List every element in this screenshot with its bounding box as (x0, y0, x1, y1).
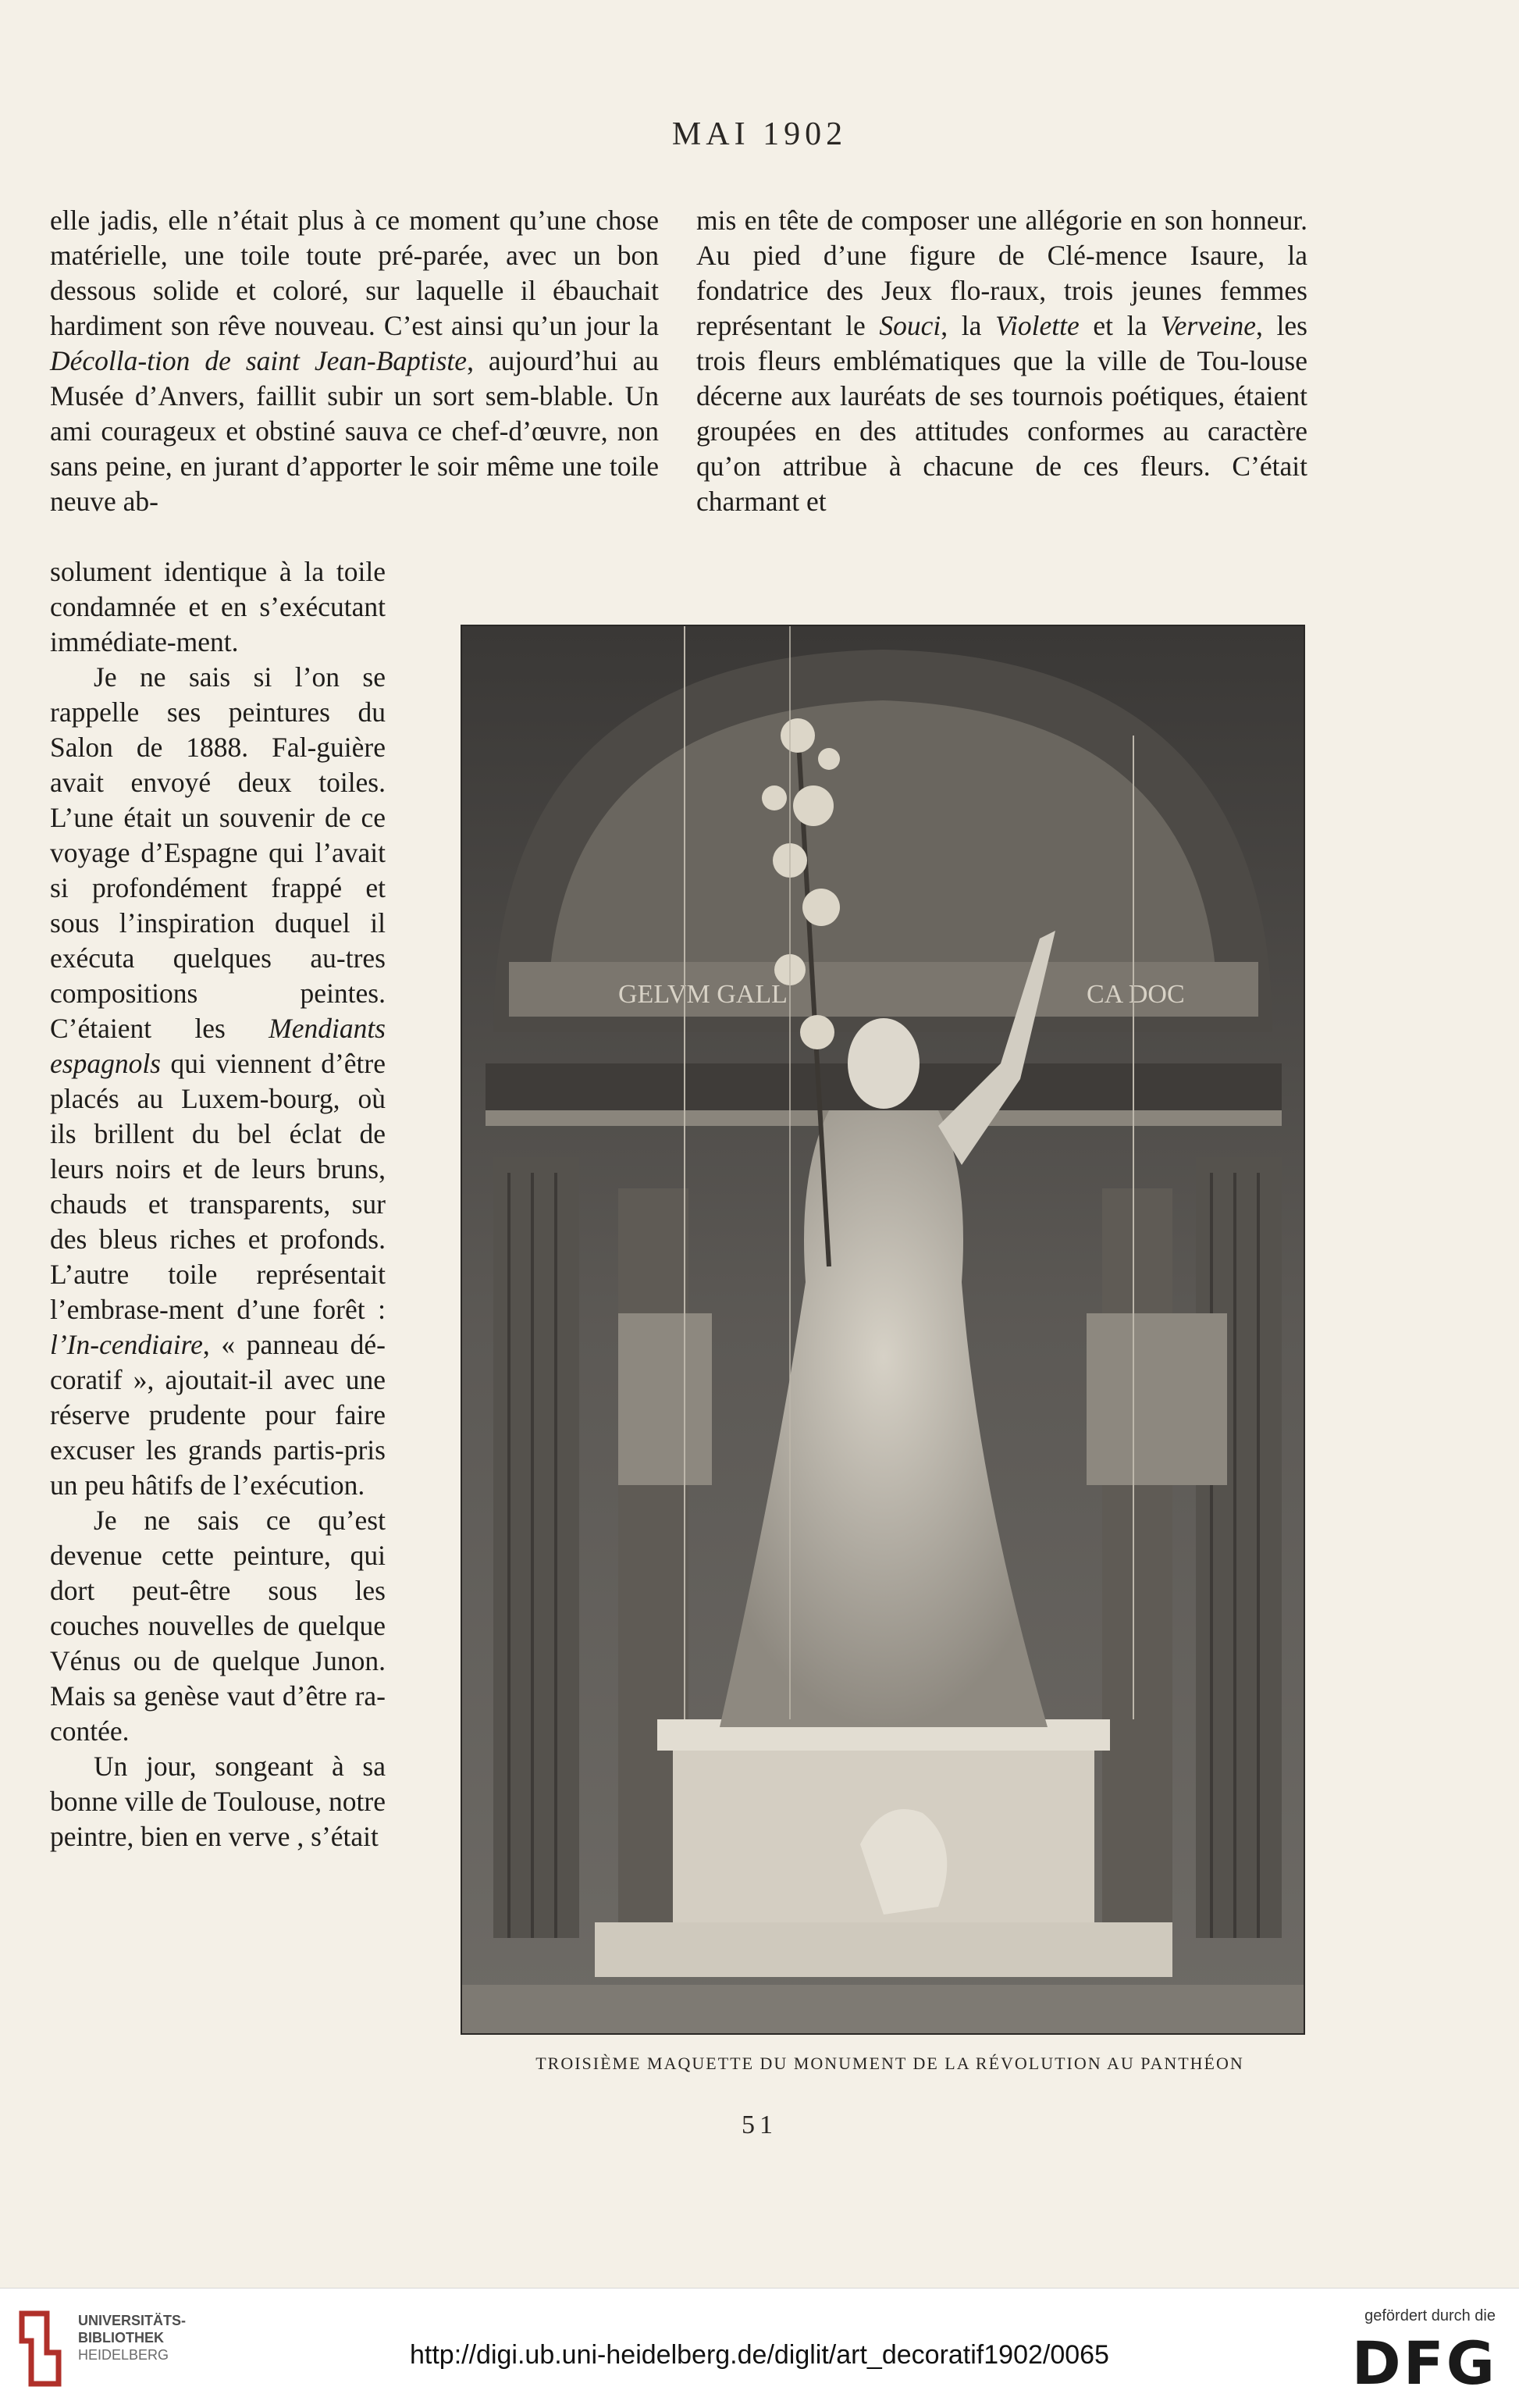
body-text: Je ne sais si l’on se rappelle ses peintures du Salon de 1888. Fal-guière avait envoyé deux toiles. L’une était un souvenir de ce voyage d’Espagne qui l’avait si profondément frappé et sous l’inspiration duquel il exécuta quelques au-tres compositions peintes. C’étaient les (50, 661, 386, 1044)
body-text: , « panneau dé-coratif », ajoutait-il avec une réserve prudente pour faire excuser les grands partis-pris un peu hâtifs de l’exécution. (50, 1329, 386, 1501)
italic-title: l’In-cendiaire (50, 1329, 203, 1360)
body-text: et la (1079, 310, 1161, 341)
paragraph: solument identique à la toile condamnée et en s’exécutant immédiate-ment. (50, 556, 386, 657)
funding-note: gefördert durch die (1364, 2307, 1496, 2324)
inscription-right: CA DOC (1087, 980, 1185, 1009)
body-text: mis en tête de composer une allégorie en son honneur. Au pied d’une figure de Clé-mence Isaure, la fondatrice des Jeux flo-raux, trois jeunes femmes représentant le (696, 205, 1307, 341)
paragraph: Un jour, songeant à sa bonne ville de Toulouse, notre peintre, bien en verve , s’était (50, 1751, 386, 1852)
body-text: , la (941, 310, 995, 341)
statue-photo-illustration (462, 626, 1304, 2033)
right-column-top (696, 203, 1307, 519)
paragraph (50, 660, 386, 1503)
running-head: MAI 1902 (671, 116, 848, 152)
paragraph: Je ne sais ce qu’est devenue cette peinture, qui dort peut-être sous les couches nouvelles de quelque Vénus ou de quelque Junon. Mais sa genèse vaut d’être ra-contée. (50, 1505, 386, 1747)
digitization-footer (0, 2288, 1519, 2408)
figure-caption: TROISIÈME MAQUETTE DU MONUMENT DE LA RÉVOLUTION AU PANTHÉON (535, 2054, 1244, 2073)
statue-photograph (461, 625, 1305, 2035)
body-text: qui viennent d’être placés au Luxem-bourg, où ils brillent du bel éclat de leurs noirs et de leurs bruns, chauds et transparents, sur des bleus riches et profonds. L’autre toile représentait l’embrase-ment d’une forêt : (50, 1048, 386, 1325)
italic-word: Violette (994, 310, 1080, 341)
inscription-left: GELVM GALL (618, 980, 788, 1009)
body-text: , les trois fleurs emblématiques que la ville de Tou-louse décerne aux lauréats de ses tournois poétiques, étaient groupées en des attitudes conformes au caractère qu’on attribue à chacune de ces fleurs. C’était charmant et (696, 310, 1307, 517)
italic-word: Souci (879, 310, 941, 341)
page-number: 51 (742, 2111, 777, 2139)
library-line: BIBLIOTHEK (78, 2330, 164, 2346)
italic-title: Décolla-tion de saint Jean-Baptiste (50, 345, 468, 376)
italic-word: Verveine (1160, 310, 1257, 341)
library-line: UNIVERSITÄTS- (78, 2313, 187, 2328)
italic-title: Mendiants espagnols (50, 1013, 386, 1079)
body-text: , aujourd’hui au Musée d’Anvers, faillit subir un sort sem-blable. Un ami courageux et obstiné sauva ce chef-d’œuvre, non sans peine, en jurant d’apporter le soir même une toile neuve ab- (50, 345, 660, 517)
left-column-narrow (50, 554, 386, 1854)
left-column-top (50, 203, 659, 519)
source-url-link[interactable]: http://digi.ub.uni-heidelberg.de/diglit/art_decoratif1902/0065 (410, 2340, 1109, 2370)
dfg-logo: DFG (1351, 2328, 1497, 2398)
body-text: elle jadis, elle n’était plus à ce moment qu’une chose matérielle, une toile toute pré-parée, avec un bon dessous solide et coloré, sur laquelle il ébauchait hardiment son rêve nouveau. C’est ainsi qu’un jour la (50, 205, 659, 341)
library-line: HEIDELBERG (78, 2347, 169, 2363)
